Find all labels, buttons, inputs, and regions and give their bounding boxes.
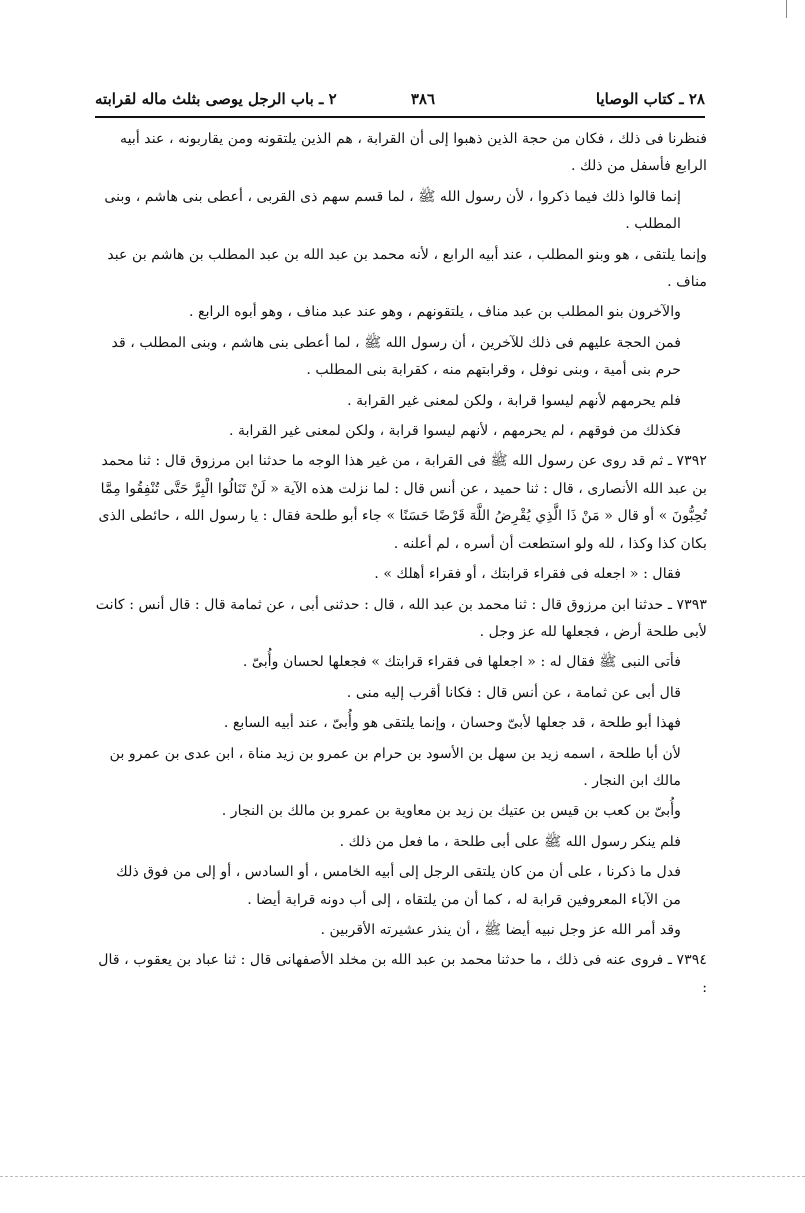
paragraph: فلم ينكر رسول الله ﷺ على أبى طلحة ، ما فعل من ذلك . xyxy=(339,833,681,850)
page-number: ٣٨٦ xyxy=(410,90,435,108)
paragraph: لأن أبا طلحة ، اسمه زيد بن سهل بن الأسود بن حرام بن عمرو بن زيد مناة ، ابن عدى بن عمرو بن مالك ابن النجار . xyxy=(109,745,681,789)
paragraph: فمن الحجة عليهم فى ذلك للآخرين ، أن رسول الله ﷺ ، لما أعطى بنى هاشم ، وبنى المطلب ، قد حرم بنى أمية ، وبنى نوفل ، وقرابتهم منه ، كقرابة بنى المطلب . xyxy=(111,334,681,379)
page-header xyxy=(95,88,705,114)
paragraph: إنما قالوا ذلك فيما ذكروا ، لأن رسول الله ﷺ ، لما قسم سهم ذى القربى ، أعطى بنى هاشم ، وبنى المطلب . xyxy=(104,188,681,233)
hadith-paragraph: ٧٣٩٢ ـ ثم قد روى عن رسول الله ﷺ فى القرابة ، من غير هذا الوجه ما حدثنا ابن مرزوق قال : ثنا محمد بن عبد الله الأنصارى ، قال : ثنا حميد ، عن أنس قال : لما نزلت هذه الآية « لَنْ تَنَالُوا الْبِرَّ حَتَّى تُنْفِقُوا مِمَّا تُحِبُّونَ » أو قال « مَنْ ذَا الَّذِي يُقْرِضُ اللَّهَ قَرْضًا حَسَنًا » جاء أبو طلحة فقال : يا رسول الله ، حائطى الذى بكان كذا وكذا ، لله ولو استطعت أن أسره ، لم أعلنه . xyxy=(98,453,707,552)
page-bottom-edge xyxy=(0,1176,805,1177)
paragraph: فنظرنا فى ذلك ، فكان من حجة الذين ذهبوا إلى أن القرابة ، هم الذين يلتقونه ومن يقاربونه ، عند أبيه الرابع فأسفل من ذلك . xyxy=(120,131,707,175)
paragraph: فهذا أبو طلحة ، قد جعلها لأبىّ وحسان ، وإنما يلتقى هو وأُبىّ ، عند أبيه السابع . xyxy=(223,715,681,732)
header-rule xyxy=(95,116,705,118)
paragraph: فلم يحرمهم لأنهم ليسوا قرابة ، ولكن لمعنى غير القرابة . xyxy=(347,392,681,409)
paragraph: قال أبى عن ثمامة ، عن أنس قال : فكانا أقرب إليه منى . xyxy=(346,684,681,701)
chapter-title: ٢ ـ باب الرجل يوصى بثلث ماله لقرابته xyxy=(95,90,337,108)
paragraph: وقد أمر الله عز وجل نبيه أيضا ﷺ ، أن ينذر عشيرته الأقربين . xyxy=(320,921,681,938)
paragraph: والآخرون بنو المطلب بن عبد مناف ، يلتقونهم ، وهو عند عبد مناف ، وهو أبوه الرابع . xyxy=(189,304,681,321)
paragraph: فكذلك من فوقهم ، لم يحرمهم ، لأنهم ليسوا قرابة ، ولكن لمعنى غير القرابة . xyxy=(228,423,681,440)
hadith-paragraph: ٧٣٩٤ ـ فروى عنه فى ذلك ، ما حدثنا محمد بن عبد الله بن مخلد الأصفهانى قال : ثنا عباد بن يعقوب ، قال : xyxy=(98,952,707,996)
paragraph: فدل ما ذكرنا ، على أن من كان يلتقى الرجل إلى أبيه الخامس ، أو السادس ، أو إلى من فوق ذلك من الآباء المعروفين قرابة له ، كما أن من يلتقاه ، إلى أب دونه قرابة أيضا . xyxy=(116,864,681,908)
paragraph: فقال : « اجعله فى فقراء قرابتك ، أو فقراء أهلك » . xyxy=(374,566,681,583)
page-corner-mark xyxy=(780,0,787,18)
body-text xyxy=(95,126,707,1002)
paragraph: وإنما يلتقى ، هو وبنو المطلب ، عند أبيه الرابع ، لأنه محمد بن عبد الله بن عبد المطلب بن هاشم بن عبد مناف . xyxy=(107,246,707,291)
paragraph: وأُبىّ بن كعب بن قيس بن عتيك بن زيد بن معاوية بن عمرو بن مالك بن النجار . xyxy=(221,803,681,820)
hadith-paragraph: ٧٣٩٣ ـ حدثنا ابن مرزوق قال : ثنا محمد بن عبد الله ، قال : حدثنى أبى ، عن ثمامة قال : قال أنس : كانت لأبى طلحة أرض ، فجعلها لله عز وجل . xyxy=(95,596,707,640)
paragraph: فأتى النبى ﷺ فقال له : « اجعلها فى فقراء قرابتك » فجعلها لحسان وأُبىّ . xyxy=(242,654,681,671)
book-title: ٢٨ ـ كتاب الوصايا xyxy=(595,90,705,108)
